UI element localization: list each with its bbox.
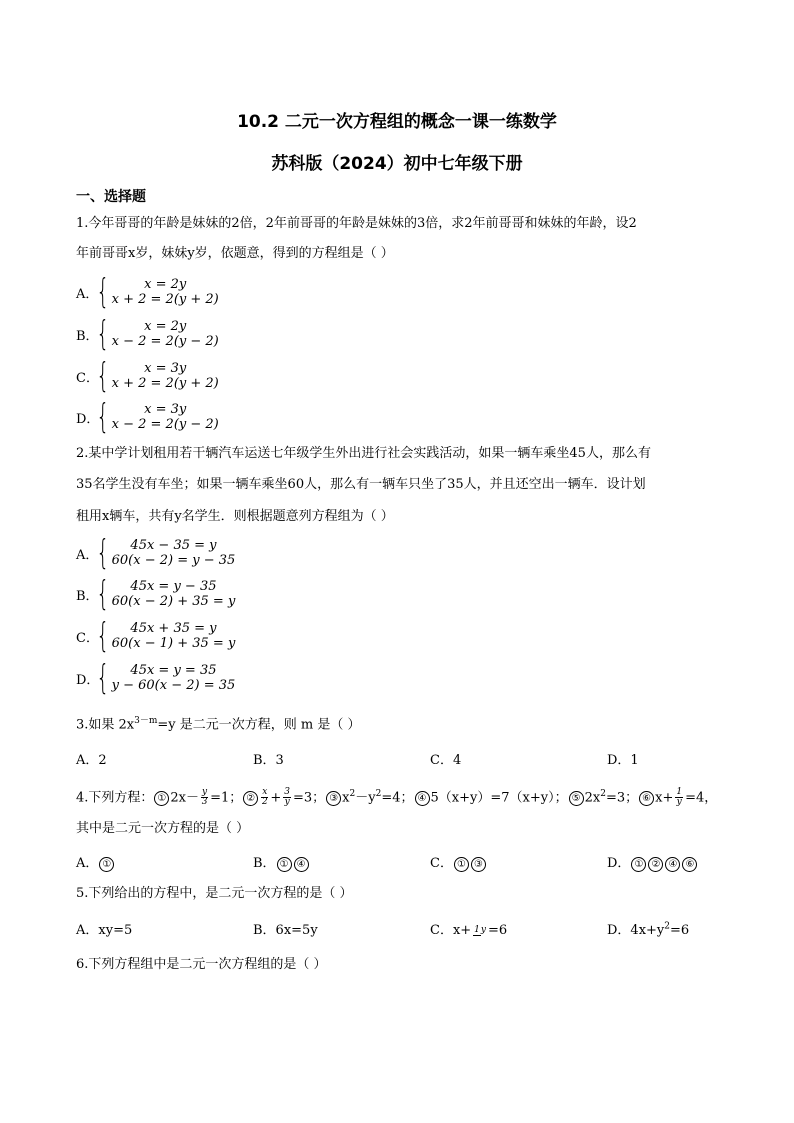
question-5-stem: 5.下列给出的方程中，是二元一次方程的是（ ） xyxy=(76,886,353,901)
fraction xyxy=(675,788,683,807)
numerator: 1 xyxy=(474,924,480,935)
equation: 45x = y = 35 xyxy=(130,663,217,678)
circled-number: ① xyxy=(154,791,169,806)
equation: 60(x − 2) = y − 35 xyxy=(111,553,236,568)
equation: x − 2 = 2(y − 2) xyxy=(111,417,219,432)
fraction xyxy=(283,788,291,807)
equation: 45x = y − 35 xyxy=(130,579,217,594)
option-label: B． xyxy=(76,588,99,604)
option-label: B． xyxy=(253,856,276,871)
q5-option-c[interactable] xyxy=(430,919,607,938)
q2-option-b[interactable] xyxy=(76,574,236,614)
equation: x − 2 = 2(y − 2) xyxy=(111,334,219,349)
option-label: A． xyxy=(76,286,99,302)
q4-option-a[interactable] xyxy=(76,852,253,872)
q2-option-d[interactable] xyxy=(76,658,236,698)
option-label: C． xyxy=(430,856,453,871)
equation: 60(x − 2) + 35 = y xyxy=(111,594,236,609)
circled-number: ① xyxy=(454,857,469,872)
q4-option-c[interactable] xyxy=(430,852,607,872)
option-label: A． xyxy=(76,547,99,563)
circled-number: ⑥ xyxy=(682,857,697,872)
equation-system xyxy=(112,538,236,568)
option-label: D． xyxy=(607,856,631,871)
circled-number: ④ xyxy=(415,791,430,806)
q1-option-b[interactable] xyxy=(76,314,219,354)
equation-system xyxy=(112,319,219,349)
equation: x = 3y xyxy=(144,361,187,376)
q5-options xyxy=(76,919,784,938)
q3-option-d[interactable]: D．1 xyxy=(607,753,639,768)
option-text: =6 xyxy=(670,923,690,938)
denominator: y xyxy=(284,797,290,808)
option-label: D． xyxy=(76,672,100,688)
equation: x = 2y xyxy=(144,277,187,292)
option-text: =6 xyxy=(488,923,508,938)
option-label: C． xyxy=(76,370,99,386)
numerator: x xyxy=(262,787,268,798)
equation: x = 3y xyxy=(144,402,187,417)
equation: x xyxy=(342,790,350,806)
equation: =4； xyxy=(381,790,414,806)
denominator: 2 xyxy=(261,797,268,808)
equation: x + 2 = 2(y + 2) xyxy=(111,292,219,307)
stem-text: =y 是二元一次方程，则 m 是（ ） xyxy=(157,717,361,733)
option-text: C．x+ xyxy=(430,923,472,938)
circled-number: ④ xyxy=(294,857,309,872)
equation: + xyxy=(270,790,282,806)
exponent: 2 xyxy=(600,789,606,799)
circled-number: ① xyxy=(631,857,646,872)
equation: y − 60(x − 2) = 35 xyxy=(111,678,236,693)
equation-system xyxy=(112,361,219,391)
circled-number: ① xyxy=(277,857,292,872)
q2-option-c[interactable] xyxy=(76,616,236,656)
equation: =3； xyxy=(293,790,326,806)
q5-option-b[interactable]: B．6x=5y xyxy=(253,923,318,938)
equation-system xyxy=(112,402,219,432)
brace-icon: { xyxy=(96,314,110,354)
equation: x+ xyxy=(655,790,674,806)
circled-number: ⑤ xyxy=(569,791,584,806)
q3-option-b[interactable]: B．3 xyxy=(253,753,284,768)
exponent: 2 xyxy=(349,789,356,799)
question-1-line2: 年前哥哥x岁，妹妹y岁，依题意，得到的方程组是（ ） xyxy=(76,246,394,261)
circled-number: ① xyxy=(99,857,114,872)
stem-text: 3.如果 2x xyxy=(76,717,135,733)
exponent: 2 xyxy=(664,921,670,932)
question-1-line1: 1.今年哥哥的年龄是妹妹的2倍，2年前哥哥的年龄是妹妹的3倍，求2年前哥哥和妹妹的年龄，设2 xyxy=(76,216,637,231)
page-title: 10.2 二元一次方程组的概念一课一练数学 xyxy=(237,112,557,132)
equation: 5（x+y）=7（x+y）； xyxy=(430,790,568,806)
page-subtitle: 苏科版（2024）初中七年级下册 xyxy=(271,154,523,174)
equation-system xyxy=(112,621,236,651)
q3-option-a[interactable]: A．2 xyxy=(76,753,107,768)
denominator: y xyxy=(480,924,486,935)
equation-system xyxy=(112,277,219,307)
equation: =1； xyxy=(210,790,243,806)
numerator: y xyxy=(202,787,208,798)
fraction xyxy=(473,926,486,936)
q4-option-b[interactable] xyxy=(253,852,430,872)
equation: =3； xyxy=(605,790,639,806)
exponent: 3－m xyxy=(134,716,158,726)
option-label: D． xyxy=(76,411,100,427)
brace-icon: { xyxy=(96,356,110,396)
denominator: 3 xyxy=(201,797,208,808)
equation: 2x xyxy=(584,790,601,806)
question-2-line1: 2.某中学计划租用若干辆汽车运送七年级学生外出进行社会实践活动，如果一辆车乘坐45人，那么有 xyxy=(76,446,651,461)
q1-option-d[interactable] xyxy=(76,397,219,437)
question-4-line1 xyxy=(76,784,736,808)
circled-number: ④ xyxy=(665,857,680,872)
equation-system xyxy=(112,663,236,693)
option-label: A． xyxy=(76,856,99,871)
question-3-stem xyxy=(76,711,726,735)
q4-option-d[interactable] xyxy=(607,852,784,872)
question-2-line2: 35名学生没有车坐；如果一辆车乘坐60人，那么有一辆车只坐了35人，并且还空出一辆车．设计划 xyxy=(76,477,646,492)
option-text: D．4x+y xyxy=(607,923,665,938)
circled-number: ③ xyxy=(326,791,341,806)
equation: x = 2y xyxy=(144,319,187,334)
circled-number: ③ xyxy=(471,857,486,872)
numerator: 1 xyxy=(676,787,683,798)
q1-option-c[interactable] xyxy=(76,356,219,396)
q2-option-a[interactable] xyxy=(76,533,236,573)
circled-number: ② xyxy=(243,791,258,806)
equation: 45x − 35 = y xyxy=(130,538,217,553)
equation: x + 2 = 2(y + 2) xyxy=(111,376,219,391)
exponent: 2 xyxy=(375,789,382,799)
question-4-line2: 其中是二元一次方程的是（ ） xyxy=(76,821,250,836)
brace-icon: { xyxy=(96,272,110,312)
q5-option-a[interactable]: A．xy=5 xyxy=(76,923,133,938)
option-label: B． xyxy=(76,328,99,344)
fraction xyxy=(201,788,208,807)
q3-options xyxy=(76,749,784,768)
q1-option-a[interactable] xyxy=(76,272,219,312)
option-label: C． xyxy=(76,630,99,646)
fraction xyxy=(261,788,268,807)
brace-icon: { xyxy=(96,397,110,437)
equation: －y xyxy=(355,790,376,806)
denominator: y xyxy=(676,797,682,808)
section-heading: 一、选择题 xyxy=(76,189,146,205)
brace-icon: { xyxy=(96,658,110,698)
circled-number: ② xyxy=(648,857,663,872)
brace-icon: { xyxy=(96,616,110,656)
question-6-stem: 6.下列方程组中是二元一次方程组的是（ ） xyxy=(76,957,327,972)
q5-option-d[interactable] xyxy=(607,919,784,938)
q4-options xyxy=(76,852,784,872)
question-2-line3: 租用x辆车，共有y名学生．则根据题意列方程组为（ ） xyxy=(76,509,394,524)
numerator: 3 xyxy=(284,787,290,798)
q3-option-c[interactable]: C．4 xyxy=(430,753,462,768)
equation: 2x－ xyxy=(170,790,200,806)
equation-system xyxy=(112,579,236,609)
brace-icon: { xyxy=(96,533,110,573)
circled-number: ⑥ xyxy=(639,791,654,806)
equation: 60(x − 1) + 35 = y xyxy=(111,636,236,651)
equation: =4， xyxy=(685,790,718,806)
brace-icon: { xyxy=(96,574,110,614)
stem-text: 4.下列方程： xyxy=(76,790,154,806)
equation: 45x + 35 = y xyxy=(130,621,217,636)
